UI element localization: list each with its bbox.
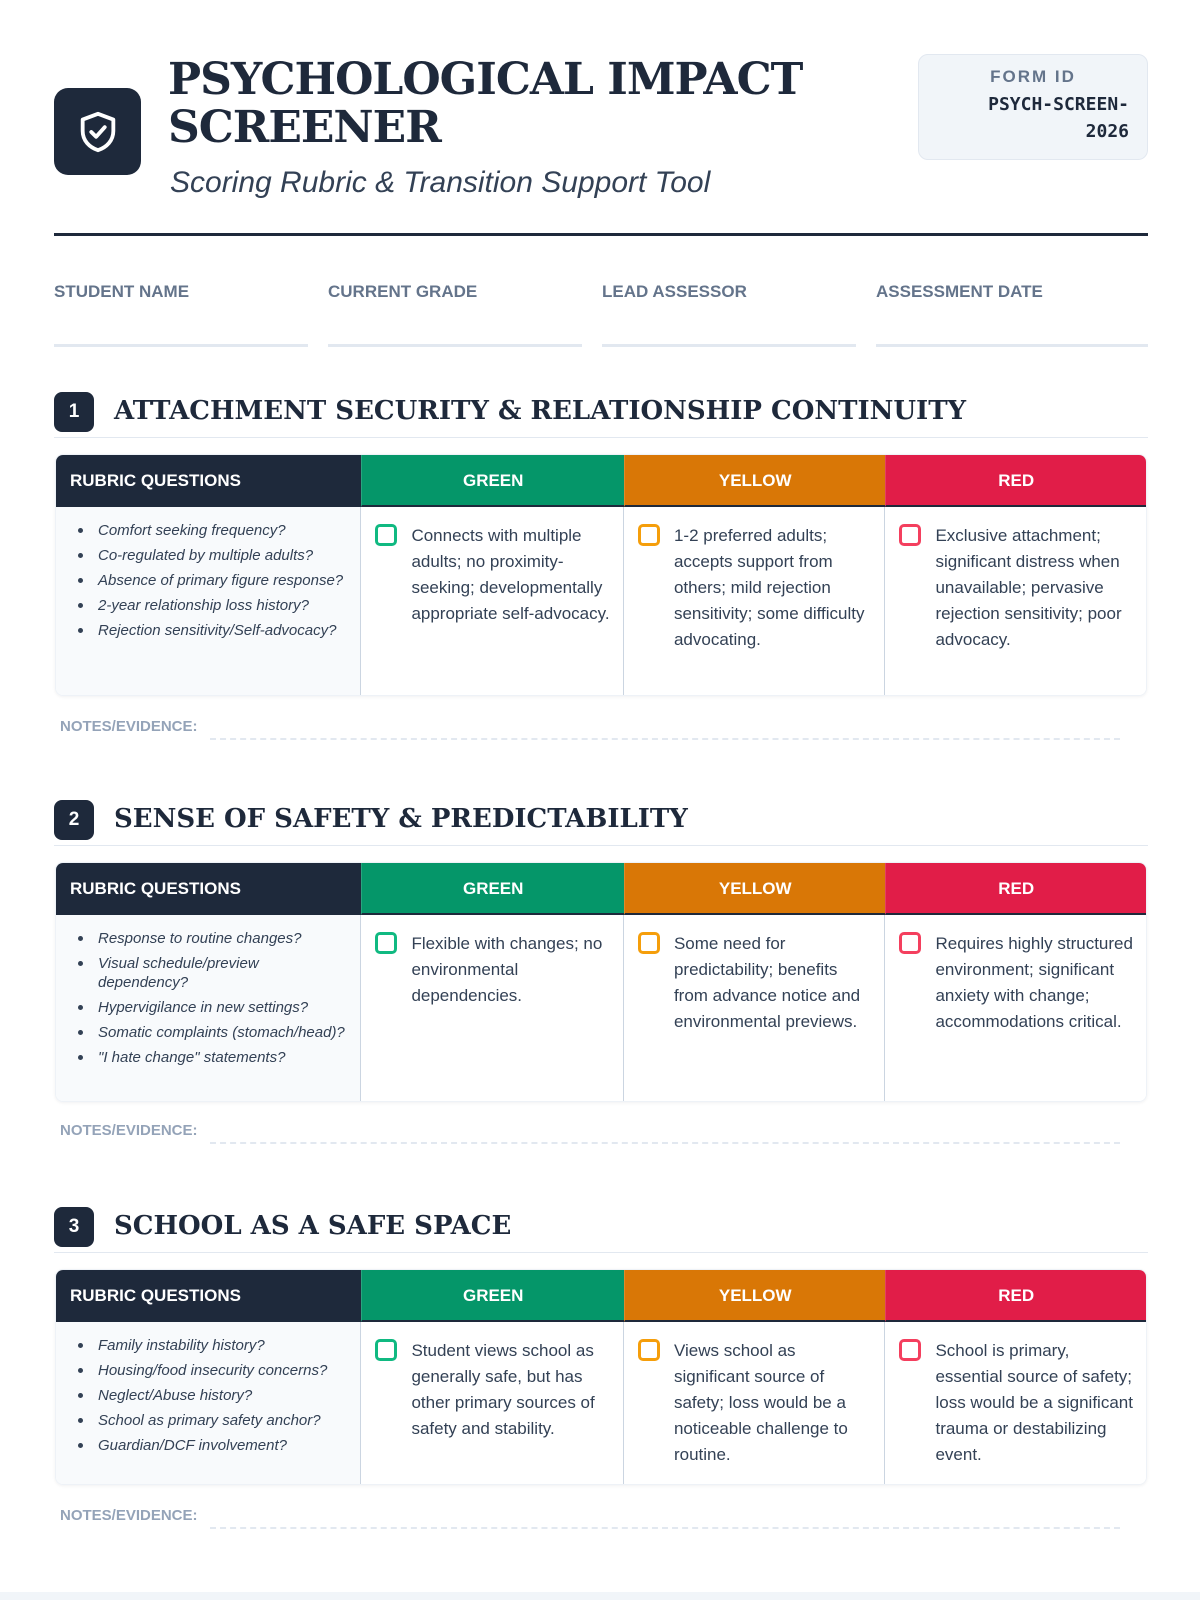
green-option-text: Connects with multiple adults; no proximity-seeking; developmentally appropriate self-advocacy. [411,526,610,623]
section-number-badge: 3 [54,1207,94,1247]
rubric-table [55,454,1147,696]
section-number-badge: 1 [54,392,94,432]
red-checkbox[interactable] [899,932,921,954]
form-id-value-line1: PSYCH-SCREEN- [988,94,1129,115]
header-red: RED [885,1270,1146,1322]
section-safety [54,800,1148,1139]
yellow-option-text: 1-2 preferred adults; accepts support from others; mild rejection sensitivity; some difficulty advocating. [673,526,865,649]
rubric-questions-cell [56,1322,361,1484]
lead-assessor-label: LEAD ASSESSOR [602,282,747,301]
header-rubric-questions: RUBRIC QUESTIONS [56,863,361,915]
notes-line[interactable] [210,1142,1120,1144]
red-option-cell [885,507,1146,695]
student-info-fields [54,236,1148,352]
red-option-text: Exclusive attachment; significant distress when unavailable; pervasive rejection sensitivity; poor advocacy. [935,526,1122,649]
student-name-label: STUDENT NAME [54,282,190,301]
document-header [54,0,1148,236]
green-checkbox[interactable] [375,932,397,954]
header-green: GREEN [361,863,624,915]
red-option-cell [885,1322,1146,1484]
header-green: GREEN [361,1270,624,1322]
section-header [54,1207,1148,1253]
assessment-date-line[interactable] [876,344,1148,347]
section-number-badge: 2 [54,800,94,840]
yellow-option-text: Some need for predictability; benefits from advance notice and environmental previews. [673,934,861,1031]
header-red: RED [885,863,1146,915]
page-title: PSYCHOLOGICAL IMPACT SCREENER [168,54,803,153]
header-red: RED [885,455,1146,507]
rubric-question: Comfort seeking frequency? [76,521,350,540]
shield-check-icon [54,88,141,175]
notes-line[interactable] [210,1527,1120,1529]
rubric-questions-cell [56,915,361,1101]
rubric-body-row [56,1322,1146,1484]
rubric-question: Visual schedule/preview dependency? [76,954,350,992]
green-checkbox[interactable] [375,1339,397,1361]
rubric-body-row [56,915,1146,1101]
rubric-header-row [56,455,1146,507]
notes-evidence[interactable] [60,1507,198,1524]
section-school-safe-space [54,1207,1148,1524]
page-subtitle: Scoring Rubric & Transition Support Tool [170,166,711,199]
header-rubric-questions: RUBRIC QUESTIONS [56,1270,361,1322]
header-yellow: YELLOW [624,1270,886,1322]
green-option-cell [361,507,624,695]
rubric-header-row [56,863,1146,915]
yellow-option-cell [624,1322,886,1484]
section-title: SENSE OF SAFETY & PREDICTABILITY [114,804,688,834]
red-option-text: Requires highly structured environment; significant anxiety with change; accommodations critical. [935,934,1133,1031]
header-rubric-questions: RUBRIC QUESTIONS [56,455,361,507]
rubric-question: School as primary safety anchor? [76,1411,350,1430]
rubric-question: Housing/food insecurity concerns? [76,1361,350,1380]
form-id-value [919,91,1129,145]
red-option-text: School is primary, essential source of safety; loss would be a significant trauma or destabilizing event. [935,1341,1133,1464]
green-option-cell [361,915,624,1101]
assessment-date-label: ASSESSMENT DATE [876,282,1043,301]
header-green: GREEN [361,455,624,507]
current-grade-label: CURRENT GRADE [328,282,478,301]
footer-strip [0,1592,1200,1600]
notes-label: NOTES/EVIDENCE: [60,718,198,735]
yellow-checkbox[interactable] [638,524,660,546]
yellow-checkbox[interactable] [638,1339,660,1361]
section-title: SCHOOL AS A SAFE SPACE [114,1211,512,1241]
rubric-question: "I hate change" statements? [76,1048,350,1067]
notes-evidence[interactable] [60,718,198,735]
red-checkbox[interactable] [899,1339,921,1361]
section-header [54,392,1148,438]
assessment-date-field[interactable] [876,282,1148,347]
yellow-option-text: Views school as significant source of safety; loss would be a noticeable challenge to routine. [673,1341,848,1464]
section-title: ATTACHMENT SECURITY & RELATIONSHIP CONTINUITY [114,396,967,426]
form-id-value-line2: 2026 [1085,121,1129,142]
header-yellow: YELLOW [624,455,886,507]
current-grade-field[interactable] [328,282,582,347]
green-option-text: Student views school as generally safe, but has other primary sources of safety and stability. [411,1341,595,1438]
red-option-cell [885,915,1146,1101]
lead-assessor-field[interactable] [602,282,856,347]
rubric-question: Somatic complaints (stomach/head)? [76,1023,350,1042]
screener-page [54,0,1148,1524]
rubric-question: Family instability history? [76,1336,350,1355]
rubric-header-row [56,1270,1146,1322]
notes-label: NOTES/EVIDENCE: [60,1122,198,1139]
rubric-question: Neglect/Abuse history? [76,1386,350,1405]
form-id-box [918,54,1148,160]
rubric-question: Absence of primary figure response? [76,571,350,590]
red-checkbox[interactable] [899,524,921,546]
rubric-questions-cell [56,507,361,695]
rubric-question: Hypervigilance in new settings? [76,998,350,1017]
yellow-option-cell [624,915,886,1101]
form-id-label: FORM ID [990,67,1076,86]
current-grade-line[interactable] [328,344,582,347]
green-option-text: Flexible with changes; no environmental dependencies. [411,934,603,1005]
lead-assessor-line[interactable] [602,344,856,347]
section-attachment [54,392,1148,735]
student-name-field[interactable] [54,282,308,347]
green-checkbox[interactable] [375,524,397,546]
notes-line[interactable] [210,738,1120,740]
header-yellow: YELLOW [624,863,886,915]
rubric-question: Rejection sensitivity/Self-advocacy? [76,621,350,640]
section-header [54,800,1148,846]
yellow-option-cell [624,507,886,695]
rubric-question: Response to routine changes? [76,929,350,948]
rubric-question: Co-regulated by multiple adults? [76,546,350,565]
rubric-question: 2-year relationship loss history? [76,596,350,615]
green-option-cell [361,1322,624,1484]
yellow-checkbox[interactable] [638,932,660,954]
student-name-line[interactable] [54,344,308,347]
notes-label: NOTES/EVIDENCE: [60,1507,198,1524]
notes-evidence[interactable] [60,1122,198,1139]
rubric-table [55,862,1147,1102]
rubric-question: Guardian/DCF involvement? [76,1436,350,1455]
rubric-table [55,1269,1147,1485]
rubric-body-row [56,507,1146,695]
